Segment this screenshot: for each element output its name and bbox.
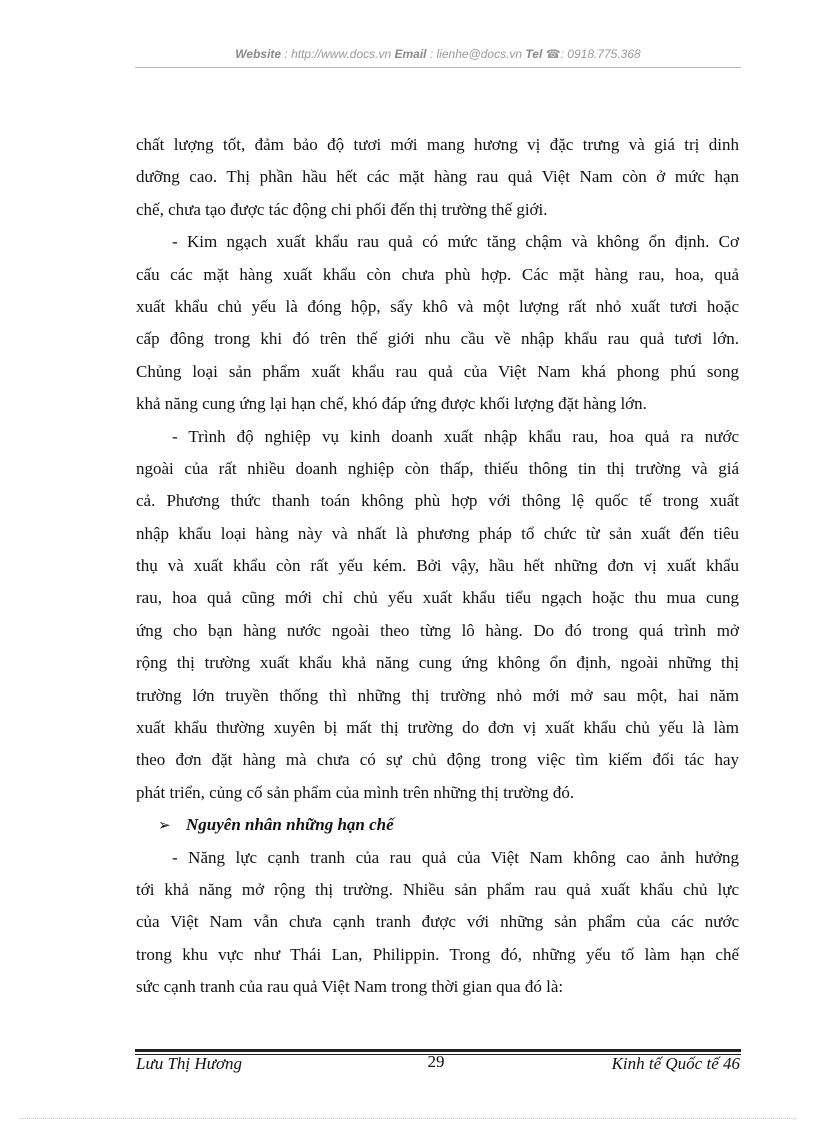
arrow-bullet-icon: ➢ (158, 816, 171, 835)
text-line: - Trình độ nghiệp vụ kinh doanh xuất nhập khẩu rau, hoa quả ra nước (172, 426, 739, 446)
text-line: Chủng loại sản phẩm xuất khẩu rau quả của Việt Nam khá phong phú song (136, 361, 739, 381)
text-line: phát triển, củng cố sản phẩm của mình trên những thị trường đó. (136, 782, 575, 802)
page-number: 29 (427, 1052, 445, 1071)
phone-icon: ☎ (545, 47, 561, 61)
text-line: thụ và xuất khẩu còn rất yếu kém. Bởi vậy, hầu hết những đơn vị xuất khẩu (136, 556, 739, 576)
tel-value: : 0918.775.368 (560, 47, 641, 61)
text-line: trong khu vực như Thái Lan, Philippin. Trong đó, những yếu tố làm hạn chế (136, 944, 739, 964)
footer-class: Kinh tế Quốc tế 46 (611, 1054, 740, 1073)
paragraph-2 (136, 226, 739, 420)
text-line: rộng thị trường xuất khẩu khả năng cung ứng không ổn định, ngoài những thị (136, 653, 739, 673)
text-line: - Năng lực cạnh tranh của rau quả của Việt Nam không cao ảnh hưởng (172, 847, 739, 867)
text-line: sức cạnh tranh của rau quả Việt Nam trong thời gian qua đó là: (136, 977, 564, 997)
paragraph-4 (136, 842, 739, 1004)
text-line: cả. Phương thức thanh toán không phù hợp với thông lệ quốc tế trong xuất (136, 491, 739, 511)
paragraph-3 (136, 421, 739, 810)
text-line: ngoài của rất nhiều doanh nghiệp còn thấp, thiếu thông tin thị trường và giá (136, 458, 739, 478)
text-line: chế, chưa tạo được tác động chi phối đến thị trường thế giới. (136, 199, 548, 219)
text-line: cấp đông trong khi đó trên thế giới nhu cầu về nhập khẩu rau quả tươi lớn. (136, 329, 739, 349)
section-heading-text: Nguyên nhân những hạn chế (186, 815, 394, 835)
page-header (135, 47, 741, 61)
tel-label: Tel (525, 47, 543, 61)
header-divider (135, 67, 741, 68)
text-line: ứng cho bạn hàng nước ngoài theo từng lô hàng. Do đó trong quá trình mở (136, 620, 739, 640)
text-line: của Việt Nam vẫn chưa cạnh tranh được với những sản phẩm của các nước (136, 912, 739, 932)
document-body (136, 129, 739, 1004)
text-line: theo đơn đặt hàng mà chưa có sự chủ động trong việc tìm kiếm đối tác hay (136, 750, 739, 770)
text-line: nhập khẩu loại hàng này và nhất là phương pháp tổ chức từ sản xuất đến tiêu (136, 523, 739, 543)
text-line: dưỡng cao. Thị phần hầu hết các mặt hàng rau quả Việt Nam còn ở mức hạn (136, 167, 739, 187)
footer-author: Lưu Thị Hương (136, 1054, 243, 1073)
text-line: khả năng cung ứng lại hạn chế, khó đáp ứng được khối lượng đặt hàng lớn. (136, 394, 647, 414)
text-line: cấu các mặt hàng xuất khẩu còn chưa phù hợp. Các mặt hàng rau, hoa, quả (136, 264, 739, 284)
email-label: Email (394, 47, 427, 61)
website-value[interactable]: : http://www.docs.vn (284, 47, 392, 61)
website-label: Website (235, 47, 282, 61)
text-line: xuất khẩu chủ yếu là đóng hộp, sấy khô và một lượng rất nhỏ xuất tươi hoặc (136, 296, 739, 316)
email-value[interactable]: : lienhe@docs.vn (429, 47, 523, 61)
section-heading (136, 809, 739, 841)
page-bottom-border (20, 1118, 796, 1119)
text-line: - Kim ngạch xuất khẩu rau quả có mức tăng chậm và không ổn định. Cơ (172, 232, 739, 252)
paragraph-1 (136, 129, 739, 226)
text-line: rau, hoa quả cũng mới chỉ chủ yếu xuất khẩu tiểu ngạch hoặc thu mua cung (136, 588, 739, 608)
text-line: trường lớn truyền thống thì những thị trường nhỏ mới mở sau một, hai năm (136, 685, 739, 705)
text-line: tới khả năng mở rộng thị trường. Nhiều sản phẩm rau quả xuất khẩu chủ lực (136, 879, 739, 899)
text-line: xuất khẩu thường xuyên bị mất thị trường do đơn vị xuất khẩu chủ yếu là làm (136, 718, 739, 738)
text-line: chất lượng tốt, đảm bảo độ tươi mới mang hương vị đặc trưng và giá trị dinh (136, 135, 739, 154)
